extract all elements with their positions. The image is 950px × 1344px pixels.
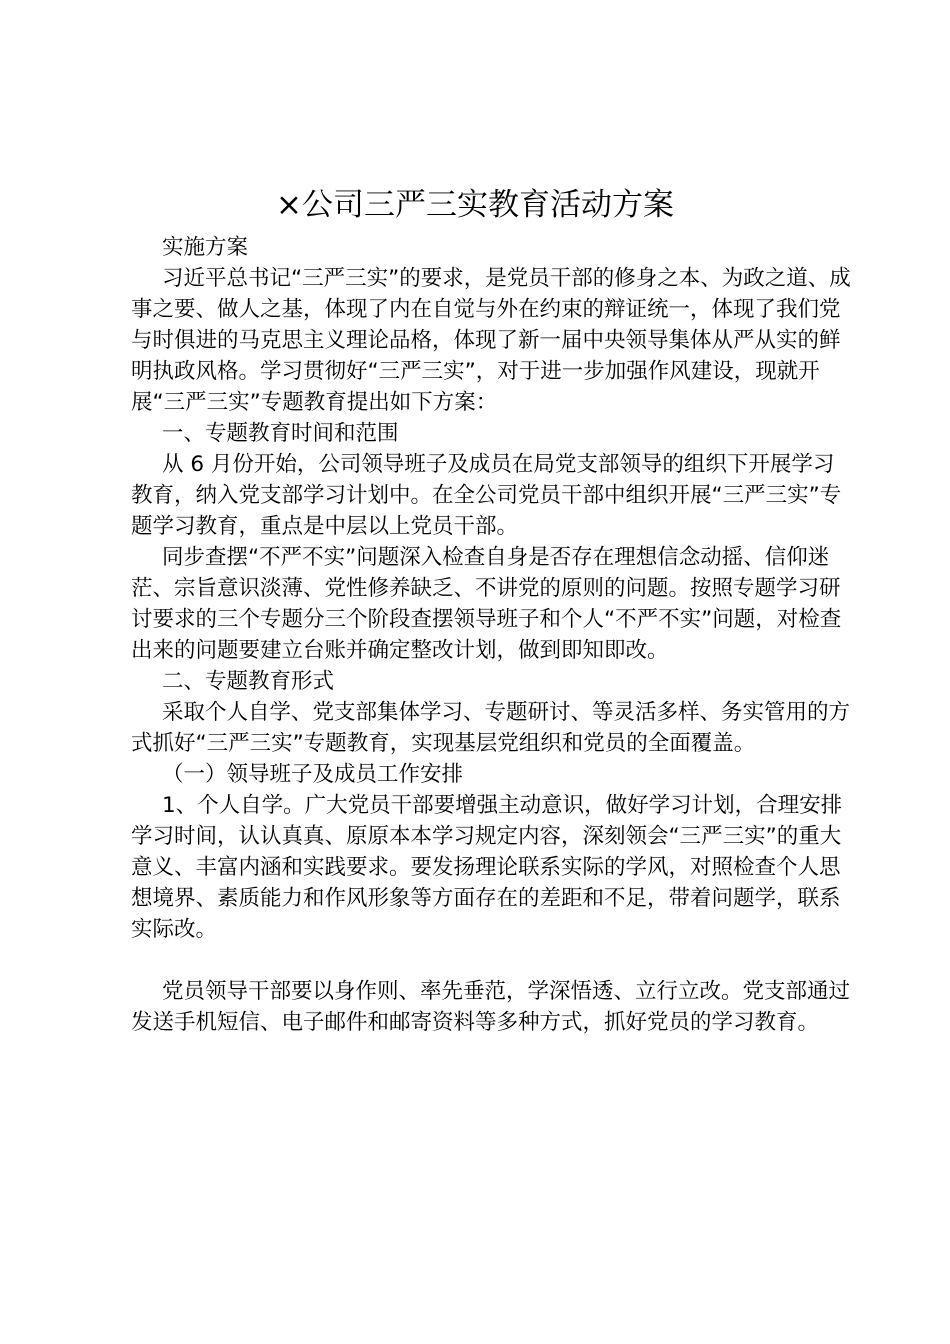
subsection-heading-leadership: （一）领导班子及成员工作安排 <box>162 762 464 787</box>
document-body <box>131 232 851 1038</box>
paragraph-time-scope: 从 6 月份开始，公司领导班子及成员在局党支部领导的组织下开展学习教育，纳入党支部学习计划中。在全公司党员干部中组织开展“三严三实”专题学习教育，重点是中层以上党员干部。 <box>131 452 842 539</box>
paragraph-leaders-example: 党员领导干部要以身作则、率先垂范，学深悟透、立行立改。党支部通过发送手机短信、电子邮件和邮寄资料等多种方式，抓好党员的学习教育。 <box>131 979 851 1035</box>
paragraph-inspection: 同步查摆“不严不实”问题深入检查自身是否存在理想信念动摇、信仰迷茫、宗旨意识淡薄、党性修养缺乏、不讲党的原则的问题。按照专题学习研讨要求的三个专题分三个阶段查摆领导班子和个人“不严不实”问题，对检查出来的问题要建立台账并确定整改计划，做到即知即改。 <box>131 545 842 663</box>
paragraph-plan-label: 实施方案 <box>162 235 249 260</box>
paragraph-intro: 习近平总书记“三严三实”的要求，是党员干部的修身之本、为政之道、成事之要、做人之基，体现了内在自觉与外在约束的辩证统一，体现了我们党与时俱进的马克思主义理论品格，体现了新一届中央领导集体从严从实的鲜明执政风格。学习贯彻好“三严三实”，对于进一步加强作风建设，现就开展“三严三实”专题教育提出如下方案： <box>131 266 851 415</box>
paragraph-form: 采取个人自学、党支部集体学习、专题研讨、等灵活多样、务实管用的方式抓好“三严三实”专题教育，实现基层党组织和党员的全面覆盖。 <box>131 700 851 756</box>
section-heading-form: 二、专题教育形式 <box>162 669 335 694</box>
blank-line <box>131 945 851 976</box>
section-heading-time-scope: 一、专题教育时间和范围 <box>162 421 399 446</box>
document-title: ×公司三严三实教育活动方案 <box>276 187 674 223</box>
paragraph-self-study: 1、个人自学。广大党员干部要增强主动意识，做好学习计划，合理安排学习时间，认认真真、原原本本学习规定内容，深刻领会“三严三实”的重大意义、丰富内涵和实践要求。要发扬理论联系实际的学风，对照检查个人思想境界、素质能力和作风形象等方面存在的差距和不足，带着问题学，联系实际改。 <box>131 793 843 942</box>
